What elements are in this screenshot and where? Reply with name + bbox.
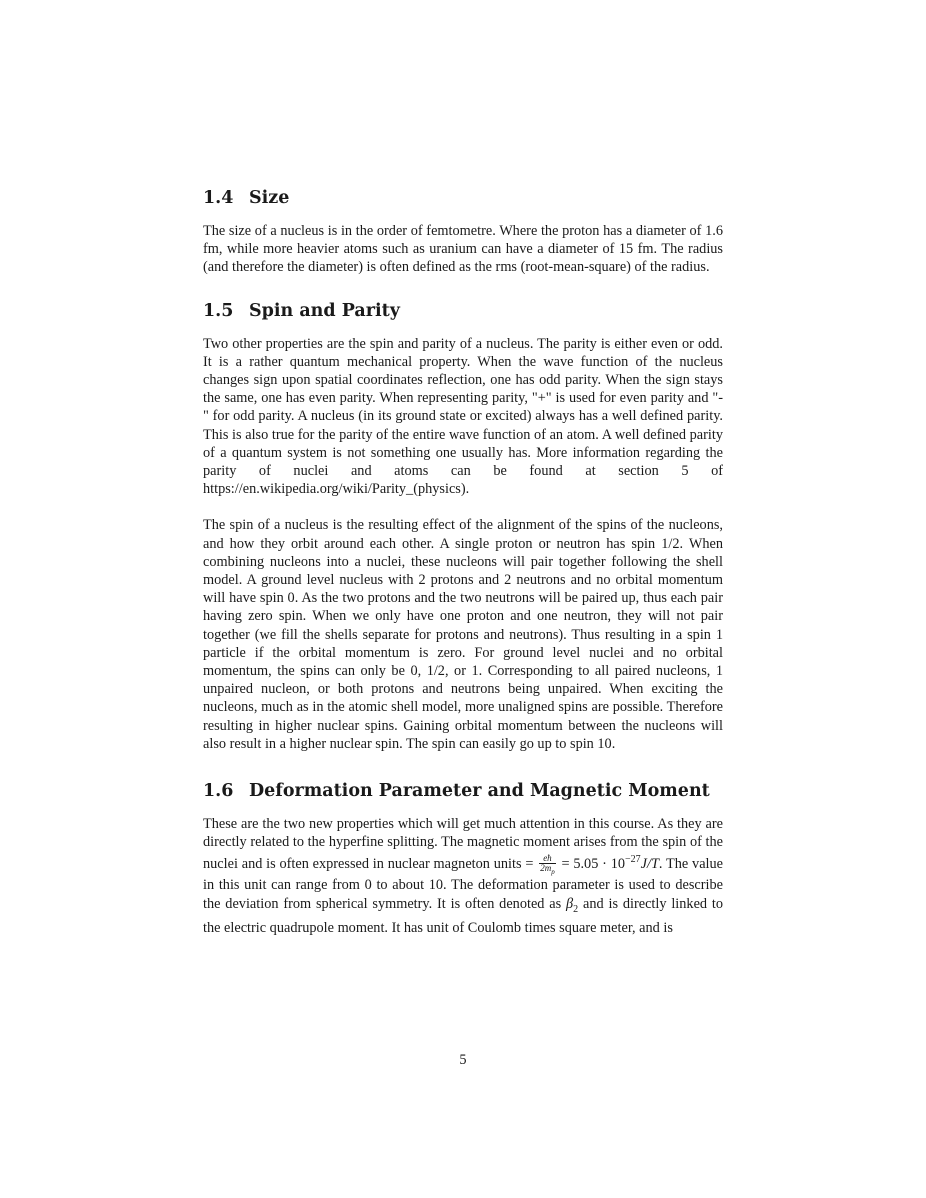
paragraph-size: The size of a nucleus is in the order of femtometre. Where the proton has a diameter of 1.6 fm, while more heavier atoms such as uranium can have a diameter of 15 fm. The radius (and therefore the diameter) is often defined as the rms (root-mean-square) of the radius. xyxy=(203,223,723,276)
text-after-formula: . The value in this unit can range from 0 to about 10. The deformation parameter is used to describe the deviation from spherical symmetry. It is often denoted as xyxy=(203,856,724,912)
beta-symbol: β xyxy=(566,895,574,912)
section-title: Spin and Parity xyxy=(249,300,400,321)
fraction-denominator-subscript: p xyxy=(551,867,555,876)
section-heading-spin-parity xyxy=(203,299,723,323)
section-heading-size xyxy=(203,186,723,210)
page-number: 5 xyxy=(459,1052,467,1068)
formula-value: = 5.05 · 10 xyxy=(561,856,625,873)
paragraph-deformation xyxy=(203,815,723,937)
text-end: and is directly linked to the electric quadrupole moment. It has unit of Coulomb times square meter, and is xyxy=(203,895,724,936)
text-before-formula: These are the two new properties which will get much attention in this course. As they are directly related to the hyperfine splitting. The magnetic moment arises from the spin of the nuclei and is often expressed in nuclear magneton units = xyxy=(203,816,723,873)
section-title: Size xyxy=(249,188,290,208)
section-heading-deformation xyxy=(203,779,723,803)
beta-subscript: 2 xyxy=(573,903,579,915)
section-number: 1.5 xyxy=(203,300,234,321)
nuclear-magneton-fraction xyxy=(539,854,556,877)
paragraph-spin: The spin of a nucleus is the resulting effect of the alignment of the spins of the nucleons, and how they orbit around each other. A single proton or neutron has spin 1/2. When combining nucleons into a nuclei, these nucleons will pair together following the shell model. A ground level nucleus with 2 protons and 2 neutrons and no orbital momentum will have spin 0. As the two protons and the two neutrons will be paired up, thus each pair having zero spin. When we only have one proton and one neutron, they will not pair together (we fill the shells separate for protons and neutrons). Thus resulting in a spin 1 particle if the orbital momentum is zero. For ground level nuclei and no orbital momentum, the spins can only be 0, 1/2, or 1. Corresponding to all paired nucleons, 1 unpaired nucleon, or both protons and neutrons being unpaired. When exciting the nucleons, much as in the atomic shell model, more unaligned spins are possible. Therefore resulting in higher nuclear spins. Gaining orbital momentum between the nucleons will also result in a higher nuclear spin. The spin can easily go up to spin 10. xyxy=(203,517,723,752)
section-number: 1.6 xyxy=(203,781,234,802)
formula-unit: J/T xyxy=(640,856,659,873)
formula-exponent: −27 xyxy=(625,854,641,866)
page-content xyxy=(203,186,723,937)
section-number: 1.4 xyxy=(203,188,234,208)
fraction-numerator: eħ xyxy=(539,854,556,864)
fraction-denominator: $2m_p$ xyxy=(540,862,555,876)
paragraph-parity: Two other properties are the spin and parity of a nucleus. The parity is either even or odd. It is a rather quantum mechanical property. When the wave function of the nucleus changes sign upon spatial coordinates reflection, one has odd parity. When the sign stays the same, one has even parity. When representing parity, "+" is used for even parity and "-" for odd parity. A nucleus (in its ground state or excited) always has a well defined parity. This is also true for the parity of the entire wave function of an atom. A well defined parity of a quantum system is not something one usually has. More information regarding the parity of nuclei and atoms can be found at section 5 of https://en.wikipedia.org/wiki/Parity_(physics). xyxy=(203,335,723,498)
section-title: Deformation Parameter and Magnetic Moment xyxy=(249,781,710,802)
